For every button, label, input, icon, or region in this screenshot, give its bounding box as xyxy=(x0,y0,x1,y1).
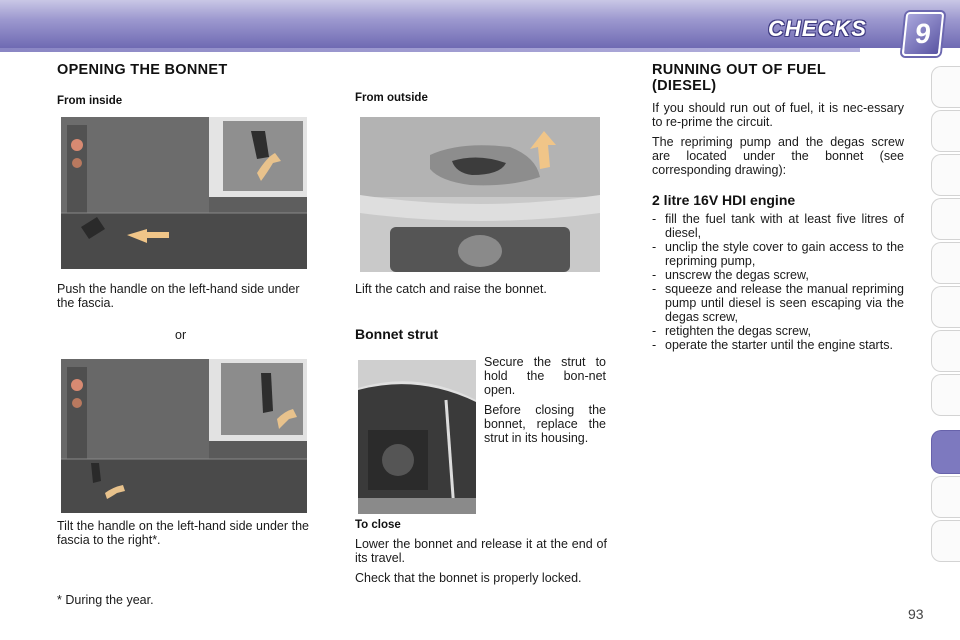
subheading-to-close: To close xyxy=(355,519,401,531)
chapter-tab[interactable] xyxy=(931,242,960,284)
strut-text-secure: Secure the strut to hold the bon-net open. xyxy=(484,355,606,397)
chapter-tab[interactable] xyxy=(931,476,960,518)
footnote: * During the year. xyxy=(57,593,154,607)
chapter-tab[interactable] xyxy=(931,110,960,152)
close-text-check: Check that the bonnet is properly locked. xyxy=(355,571,582,585)
page-number: 93 xyxy=(908,606,924,622)
fuel-step: - fill the fuel tank with at least five litres of diesel, xyxy=(652,212,904,240)
subheading-from-inside: From inside xyxy=(57,95,123,107)
photo-bonnet-strut xyxy=(358,360,476,514)
fuel-intro-text-2: The repriming pump and the degas screw are located under the bonnet (see corresponding drawing): xyxy=(652,135,904,177)
fuel-steps xyxy=(652,212,904,352)
caption-push-handle: Push the handle on the left-hand side under the fascia. xyxy=(57,282,300,310)
photo-inside-handle-push xyxy=(61,117,307,269)
strut-instructions xyxy=(484,355,606,451)
subheading-engine: 2 litre 16V HDI engine xyxy=(652,192,796,208)
chapter-tabs xyxy=(928,66,960,576)
subheading-from-outside: From outside xyxy=(355,92,428,104)
photo-outside-catch xyxy=(360,117,600,272)
caption-tilt-handle: Tilt the handle on the left-hand side under the fascia to the right*. xyxy=(57,519,309,547)
fuel-intro-text-1: If you should run out of fuel, it is nec-essary to re-prime the circuit. xyxy=(652,101,904,129)
chapter-tab[interactable] xyxy=(931,66,960,108)
fuel-intro xyxy=(652,101,904,183)
close-instructions xyxy=(355,537,607,591)
chapter-tab-active[interactable] xyxy=(931,430,960,474)
fuel-step: - operate the starter until the engine starts. xyxy=(652,338,904,352)
close-text-lower: Lower the bonnet and release it at the end of its travel. xyxy=(355,537,607,565)
chapter-number-badge: 9 xyxy=(902,12,945,56)
chapter-tab[interactable] xyxy=(931,520,960,562)
subheading-bonnet-strut: Bonnet strut xyxy=(355,326,439,342)
fuel-step: - unscrew the degas screw, xyxy=(652,268,904,282)
chapter-tab[interactable] xyxy=(931,286,960,328)
or-separator: or xyxy=(175,328,187,342)
section-title-fuel: RUNNING OUT OF FUEL (DIESEL) xyxy=(652,62,826,94)
fuel-step: - unclip the style cover to gain access to the repriming pump, xyxy=(652,240,904,268)
chapter-tab[interactable] xyxy=(931,154,960,196)
fuel-step: - squeeze and release the manual repriming pump until diesel is seen escaping via the degas screw, xyxy=(652,282,904,324)
strut-text-replace: Before closing the bonnet, replace the strut in its housing. xyxy=(484,403,606,445)
caption-lift-catch: Lift the catch and raise the bonnet. xyxy=(355,282,547,296)
chapter-tab[interactable] xyxy=(931,330,960,372)
chapter-title: CHECKS xyxy=(768,16,867,41)
section-title-bonnet: OPENING THE BONNET xyxy=(57,62,228,78)
photo-inside-handle-tilt xyxy=(61,359,307,513)
chapter-tab[interactable] xyxy=(931,374,960,416)
fuel-step: - retighten the degas screw, xyxy=(652,324,904,338)
chapter-tab[interactable] xyxy=(931,198,960,240)
